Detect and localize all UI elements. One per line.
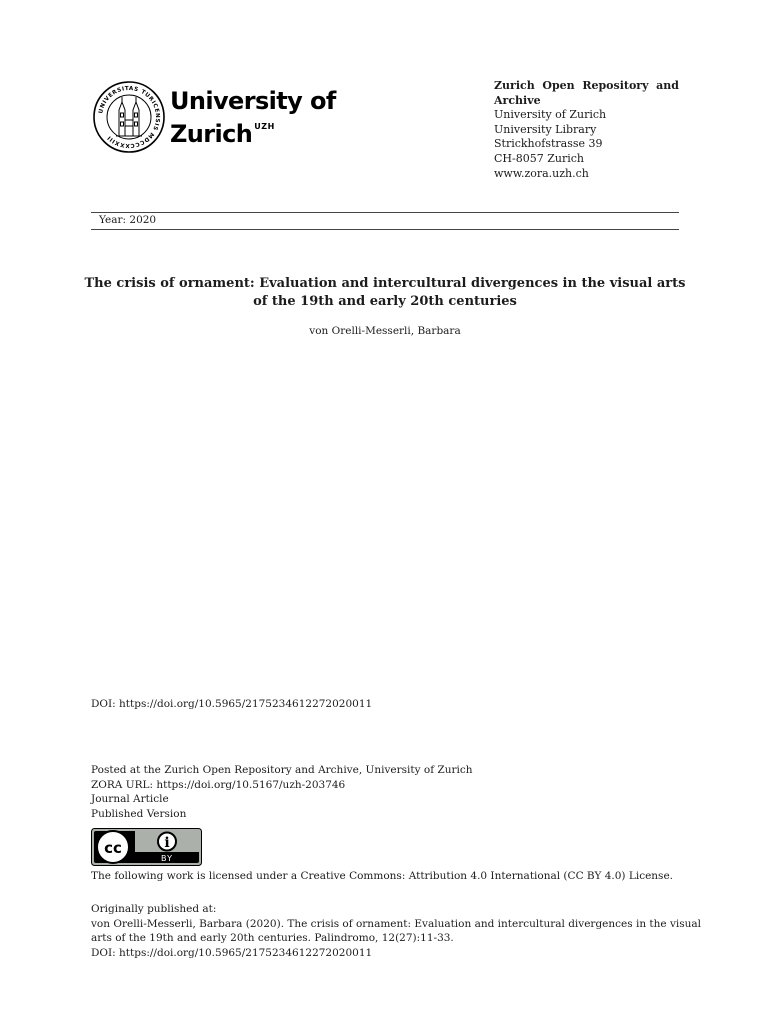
creative-commons-icon [91,828,202,866]
repository-line: CH-8057 Zurich [494,151,584,165]
by-label: BY [161,854,173,863]
citation-doi-link[interactable]: DOI: https://doi.org/10.5965/2175234612272020011 [91,946,373,959]
university-name-zurich: Zurich [170,120,253,148]
cc-label: cc [104,839,122,857]
article-title-line: of the 19th and early 20th centuries [253,294,517,309]
university-name-line1: University of [170,87,336,115]
article-author: von Orelli-Messerli, Barbara [309,325,461,337]
cc-by-badge[interactable] [91,828,202,866]
original-publication-heading: Originally published at: [91,903,217,915]
original-publication [91,902,702,960]
repository-line: University of Zurich [494,108,607,122]
citation-line: arts of the 19th and early 20th centuries. Palindromo, 12(27):11-33. [91,932,454,945]
svg-text:UNIVERSITAS TURICENSIS MDCCCXX: UNIVERSITAS TURICENSIS MDCCCXXXIII [98,85,161,149]
article-title-line: The crisis of ornament: Evaluation and intercultural divergences in the visual arts [84,276,686,291]
repository-line: University Library [494,122,597,136]
posting-line: Posted at the Zurich Open Repository and Archive, University of Zurich [91,764,473,776]
repository-url[interactable]: www.zora.uzh.ch [494,166,589,180]
doi-link[interactable]: DOI: https://doi.org/10.5965/2175234612272020011 [91,698,373,710]
top-rule [91,212,679,213]
citation-line: von Orelli-Messerli, Barbara (2020). The crisis of ornament: Evaluation and intercultural divergences in the visual [91,917,702,930]
university-wordmark [170,88,336,147]
posting-line: Published Version [91,807,187,820]
posting-line: Journal Article [91,793,169,806]
article-title [60,275,710,311]
repository-address [494,79,679,181]
posting-info [91,763,473,821]
zora-url[interactable]: ZORA URL: https://doi.org/10.5167/uzh-203746 [91,778,346,791]
university-seal-icon [92,80,166,154]
university-name-line2 [170,114,336,147]
publication-year: Year: 2020 [99,214,157,226]
repository-line: Strickhofstrasse 39 [494,137,603,151]
attribution-icon: i [164,835,170,851]
license-statement: The following work is licensed under a Creative Commons: Attribution 4.0 International (CC BY 4.0) License. [91,870,673,882]
uzh-superscript: UZH [254,122,275,131]
bottom-rule [91,229,679,230]
repository-title: Zurich Open Repository and Archive [494,79,679,107]
